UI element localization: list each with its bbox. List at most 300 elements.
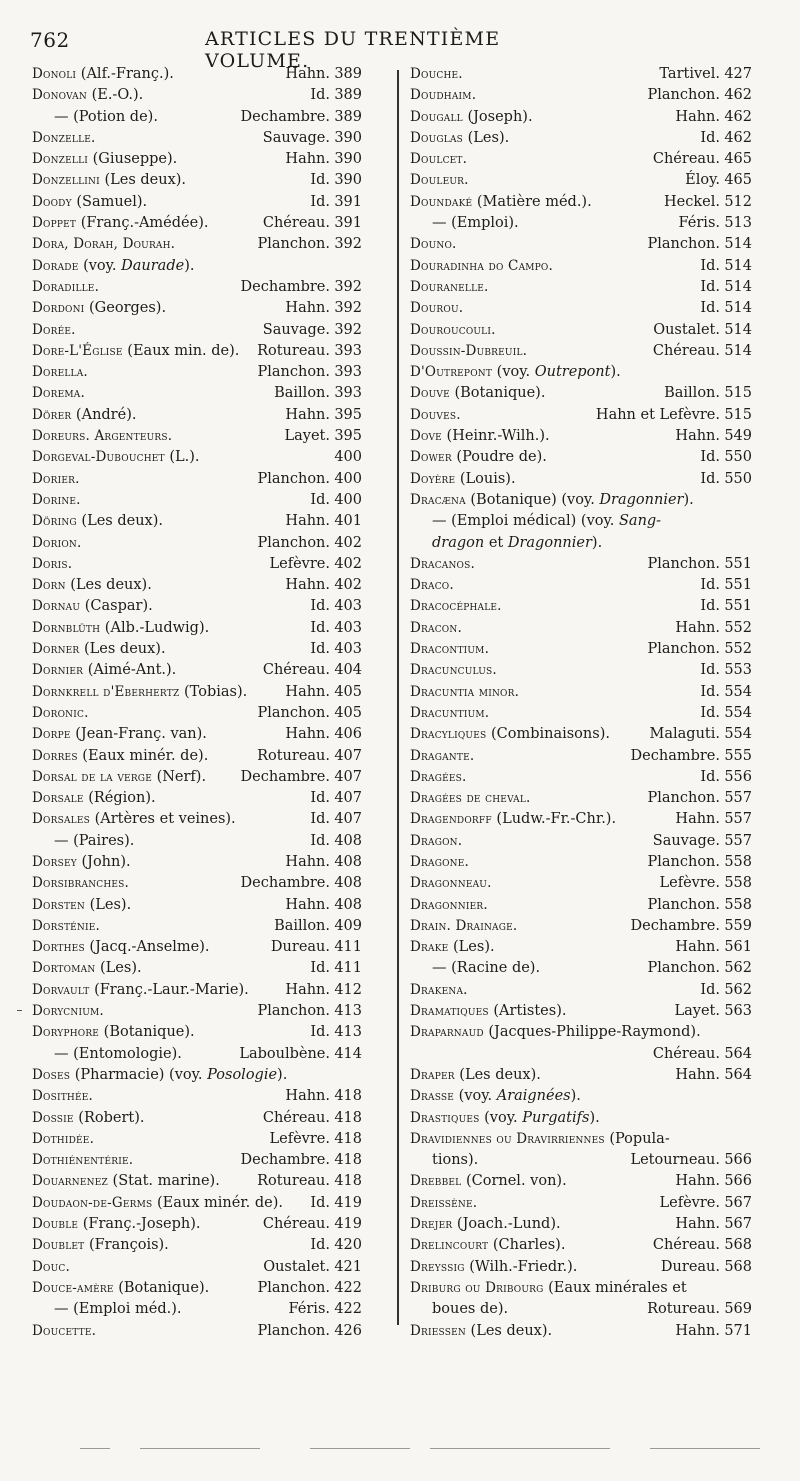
entry-page: 555 — [724, 747, 752, 764]
entry-author: Dechambre. — [240, 875, 330, 892]
index-entry — [32, 958, 362, 979]
index-entry — [410, 639, 752, 660]
index-entry — [32, 383, 362, 404]
entry-page: 514 — [724, 278, 752, 295]
entry-page: 402 — [334, 555, 362, 572]
index-entry — [410, 320, 752, 341]
entry-headword: Dorgeval-Dubouchet — [32, 449, 165, 466]
entry-text: (Botanique) (voy. — [465, 491, 600, 508]
index-entry — [32, 1044, 362, 1065]
entry-text: (Alf.-Franç.). — [76, 66, 174, 82]
entry-headword: Doyère — [410, 470, 456, 487]
index-entry — [32, 1193, 362, 1214]
entry-author: Id. — [700, 257, 720, 274]
index-entry — [32, 1235, 362, 1256]
entry-text: (Les). — [85, 896, 132, 913]
entry-headword: Double — [32, 1216, 79, 1233]
index-entry — [32, 980, 362, 1001]
entry-page: 393 — [334, 342, 362, 359]
entry-page: 407 — [334, 811, 362, 828]
entry-headword: Drake — [410, 939, 449, 956]
entry-page: 402 — [334, 534, 362, 551]
entry-author: Planchon. — [257, 236, 330, 253]
entry-headword: Doryphore — [32, 1024, 100, 1041]
entry-headword: Douradinha do Campo. — [410, 257, 554, 274]
entry-author: Chéreau. — [652, 1237, 720, 1254]
entry-page: 420 — [334, 1237, 362, 1254]
entry-headword: Doulcet. — [410, 151, 468, 168]
entry-page: 408 — [334, 832, 362, 849]
index-entry — [410, 1044, 752, 1065]
entry-page: 406 — [334, 726, 362, 743]
entry-author: Id. — [700, 704, 720, 721]
entry-author: Layet. — [674, 1003, 720, 1020]
entry-text: (Les). — [95, 960, 142, 977]
entry-page: 400 — [334, 491, 362, 508]
index-entry — [410, 1108, 752, 1129]
entry-headword: Douroucouli. — [410, 321, 496, 338]
entry-author: Chéreau. — [652, 1045, 720, 1062]
entry-headword: Dravidiennes ou Dravirriennes — [410, 1130, 605, 1147]
index-entry — [32, 128, 362, 149]
entry-text: (Les). — [463, 129, 510, 146]
entry-headword: Dracunculus. — [410, 662, 497, 679]
entry-headword: Dragées de cheval. — [410, 790, 531, 807]
index-entry — [410, 1150, 752, 1171]
entry-headword: Dortoman — [32, 960, 96, 977]
entry-headword: Douce-amère — [32, 1279, 114, 1296]
index-entry — [32, 554, 362, 575]
entry-headword: Dower — [410, 449, 452, 466]
index-entry — [410, 873, 752, 894]
entry-author: Hahn. — [285, 406, 330, 423]
entry-page: 427 — [724, 66, 752, 82]
entry-text: (Botanique). — [449, 385, 546, 402]
entry-page: 391 — [334, 193, 362, 210]
index-entry — [410, 149, 752, 170]
entry-text: ). — [591, 534, 603, 551]
entry-author: Lefèvre. — [659, 1194, 720, 1211]
entry-page: 408 — [334, 875, 362, 892]
entry-page: 418 — [334, 1130, 362, 1147]
index-entry — [410, 1235, 752, 1256]
entry-headword: Dora, Dorah, Dourah. — [32, 236, 176, 253]
entry-page: 568 — [724, 1258, 752, 1275]
entry-headword: Doublet — [32, 1237, 85, 1254]
entry-author: Baillon. — [664, 385, 720, 402]
entry-page: 552 — [724, 619, 752, 636]
entry-headword: Dreyssig — [410, 1258, 465, 1275]
entry-page: 557 — [724, 832, 752, 849]
index-entry — [32, 85, 362, 106]
entry-page: 407 — [334, 747, 362, 764]
index-entry — [32, 107, 362, 128]
entry-headword: Dosithée. — [32, 1088, 94, 1105]
index-entry — [410, 85, 752, 106]
entry-text: (voy. — [479, 1109, 523, 1126]
entry-headword: Dorvault — [32, 981, 90, 998]
entry-headword: Dragonnier. — [410, 896, 488, 913]
entry-headword: Douno. — [410, 236, 457, 253]
entry-author: Id. — [700, 598, 720, 615]
entry-page: 462 — [724, 108, 752, 125]
index-entry — [32, 447, 362, 468]
entry-author: Planchon. — [647, 236, 720, 253]
entry-page: 462 — [724, 87, 752, 104]
index-entry — [410, 809, 752, 830]
entry-text: (John). — [76, 853, 131, 870]
page-header — [30, 28, 590, 72]
index-entry — [32, 682, 362, 703]
entry-headword: Dragendorff — [410, 811, 492, 828]
entry-author: Planchon. — [257, 364, 330, 381]
entry-author: Chéreau. — [262, 1109, 330, 1126]
entry-text: (Artistes). — [488, 1003, 567, 1020]
index-entry — [32, 937, 362, 958]
entry-headword: Drastiques — [410, 1109, 480, 1126]
entry-headword: Dracontium. — [410, 641, 490, 658]
entry-page: 567 — [724, 1194, 752, 1211]
entry-author: Id. — [700, 981, 720, 998]
entry-headword: Doses — [32, 1066, 71, 1083]
entry-text: (Les deux). — [65, 577, 152, 594]
entry-headword: Donzelli — [32, 151, 89, 168]
entry-page: 551 — [724, 598, 752, 615]
entry-headword: Douranelle. — [410, 278, 489, 295]
entry-headword: Dörer — [32, 406, 72, 423]
entry-author: Hahn. — [285, 726, 330, 743]
entry-author: Id. — [310, 641, 330, 658]
entry-text: (Les deux). — [79, 641, 166, 658]
entry-page: 557 — [724, 790, 752, 807]
entry-text: (Georges). — [84, 300, 167, 317]
entry-text: (Jean-Franç. van). — [70, 726, 207, 743]
entry-text: (Aimé-Ant.). — [83, 662, 177, 679]
index-entry — [32, 1278, 362, 1299]
index-entry — [410, 1001, 752, 1022]
entry-page: 561 — [724, 939, 752, 956]
index-entry — [410, 256, 752, 277]
entry-page: 418 — [334, 1088, 362, 1105]
entry-headword: Driessen — [410, 1322, 466, 1339]
index-entry — [32, 1321, 362, 1342]
entry-page: 568 — [724, 1237, 752, 1254]
entry-text: — (Entomologie). — [54, 1045, 182, 1062]
entry-author: Planchon. — [257, 470, 330, 487]
entry-author: Planchon. — [257, 1322, 330, 1339]
entry-author: Hahn. — [675, 619, 720, 636]
entry-headword: Drakena. — [410, 981, 468, 998]
entry-headword: Dracuntia minor. — [410, 683, 520, 700]
index-entry — [32, 639, 362, 660]
index-entry — [32, 1022, 362, 1043]
entry-page: 402 — [334, 577, 362, 594]
index-entry — [410, 958, 752, 979]
entry-author: Planchon. — [647, 790, 720, 807]
entry-headword: Doudhaim. — [410, 87, 477, 104]
entry-page: 389 — [334, 87, 362, 104]
index-entry — [32, 1171, 362, 1192]
entry-page: 465 — [724, 172, 752, 189]
entry-author: Hahn. — [675, 108, 720, 125]
entry-reference: Dragonnier — [507, 534, 592, 551]
index-entry — [32, 149, 362, 170]
entry-headword: Dorsale — [32, 790, 84, 807]
index-entry — [410, 575, 752, 596]
index-entry — [32, 873, 362, 894]
entry-author: Lefèvre. — [269, 1130, 330, 1147]
entry-text: (Jacques-Philippe-Raymond). — [483, 1024, 701, 1041]
entry-author: Id. — [310, 619, 330, 636]
entry-text: (Nerf). — [151, 768, 207, 785]
entry-page: 571 — [724, 1322, 752, 1339]
entry-author: Hahn. — [675, 811, 720, 828]
entry-author: Id. — [700, 470, 720, 487]
entry-page: 558 — [724, 875, 752, 892]
entry-headword: Dorsibranches. — [32, 875, 130, 892]
entry-text: ). — [589, 1109, 600, 1126]
entry-page: 401 — [334, 513, 362, 530]
entry-author: Hahn. — [675, 1173, 720, 1190]
index-entry — [32, 1129, 362, 1150]
entry-text: (Charles). — [488, 1237, 566, 1254]
entry-headword: Driburg ou Dribourg — [410, 1279, 544, 1296]
index-entry — [32, 916, 362, 937]
entry-headword: Döring — [32, 513, 77, 530]
entry-author: Hahn. — [675, 1322, 720, 1339]
entry-headword: Dorier. — [32, 470, 80, 487]
entry-author: Planchon. — [257, 534, 330, 551]
entry-page: 564 — [724, 1045, 752, 1062]
entry-page: 408 — [334, 896, 362, 913]
entry-author: Hahn. — [285, 300, 330, 317]
entry-page: 562 — [724, 981, 752, 998]
entry-headword: Dorade — [32, 257, 79, 274]
entry-headword: Doussin-Dubreuil. — [410, 342, 528, 359]
entry-headword: Dracuntium. — [410, 704, 490, 721]
entry-headword: Dorsey — [32, 853, 77, 870]
bottom-rule — [310, 1448, 410, 1449]
entry-text: (Poudre de). — [451, 449, 547, 466]
entry-headword: Dorpe — [32, 726, 71, 743]
entry-text: (voy. — [492, 364, 535, 381]
entry-text: (Heinr.-Wilh.). — [441, 428, 550, 445]
entry-page: 392 — [334, 321, 362, 338]
entry-author: Chéreau. — [652, 342, 720, 359]
entry-page: 395 — [334, 428, 362, 445]
entry-page: 554 — [724, 704, 752, 721]
entry-author: Id. — [310, 491, 330, 508]
entry-headword: Dracocéphale. — [410, 598, 502, 615]
index-entry — [32, 767, 362, 788]
entry-reference: Araignées — [496, 1088, 571, 1105]
entry-headword: Dornier — [32, 662, 84, 679]
entry-headword: Doucette. — [32, 1322, 97, 1339]
entry-text: (Pharmacie) (voy. — [70, 1066, 208, 1083]
entry-page: 405 — [334, 683, 362, 700]
entry-text: (Ludw.-Fr.-Chr.). — [491, 811, 617, 828]
entry-page: 512 — [724, 193, 752, 210]
entry-author: Id. — [310, 960, 330, 977]
index-entry — [410, 533, 752, 554]
entry-page: 418 — [334, 1152, 362, 1169]
entry-page: 405 — [334, 704, 362, 721]
index-entry — [410, 362, 752, 383]
entry-headword: Douc. — [32, 1258, 70, 1275]
entry-author: Layet. — [284, 428, 330, 445]
entry-headword: Dossie — [32, 1109, 74, 1126]
entry-author: Planchon. — [257, 704, 330, 721]
index-entry — [32, 596, 362, 617]
entry-headword: Dordoni — [32, 300, 85, 317]
entry-headword: Dramatiques — [410, 1003, 489, 1020]
entry-headword: Draparnaud — [410, 1024, 484, 1041]
entry-author: Id. — [310, 598, 330, 615]
entry-text: (Eaux minér. de). — [152, 1194, 284, 1211]
entry-text: — (Potion de). — [54, 108, 158, 125]
index-entry — [32, 1108, 362, 1129]
entry-text: (Jacq.-Anselme). — [84, 939, 210, 956]
entry-text: (Les). — [448, 939, 495, 956]
entry-author: Heckel. — [664, 193, 720, 210]
index-entry — [32, 788, 362, 809]
index-entry — [410, 1022, 752, 1043]
entry-text: — (Racine de). — [432, 960, 541, 977]
entry-page: 412 — [334, 981, 362, 998]
entry-headword: Drasse — [410, 1088, 455, 1105]
entry-author: Éloy. — [685, 172, 720, 189]
entry-author: Sauvage. — [262, 129, 330, 146]
entry-page: 413 — [334, 1024, 362, 1041]
index-entry — [410, 554, 752, 575]
entry-text: (Eaux minér. de). — [77, 747, 209, 764]
entry-headword: Dorsténie. — [32, 917, 101, 934]
index-entry — [410, 234, 752, 255]
entry-text: ). — [184, 257, 195, 274]
entry-page: 419 — [334, 1216, 362, 1233]
entry-headword: Dreissène. — [410, 1194, 478, 1211]
entry-text: — (Emploi). — [432, 215, 519, 232]
entry-headword: Dove — [410, 428, 442, 445]
entry-headword: Dorée. — [32, 321, 76, 338]
entry-text: ). — [610, 364, 621, 381]
index-entry — [32, 490, 362, 511]
entry-page: 413 — [334, 1003, 362, 1020]
entry-author: Id. — [310, 1024, 330, 1041]
entry-headword: Draco. — [410, 577, 454, 594]
entry-page: 390 — [334, 172, 362, 189]
entry-author: Id. — [310, 1237, 330, 1254]
index-entry — [410, 426, 752, 447]
entry-text: (Eaux min. de). — [122, 342, 240, 359]
entry-page: 513 — [724, 215, 752, 232]
entry-page: 556 — [724, 768, 752, 785]
entry-page: 403 — [334, 598, 362, 615]
entry-author: Chéreau. — [262, 215, 330, 232]
entry-text: (Popula- — [604, 1130, 670, 1147]
entry-author: Hahn. — [675, 1216, 720, 1233]
entry-headword: Dorine. — [32, 491, 81, 508]
index-entry — [32, 170, 362, 191]
entry-text: (Robert). — [73, 1109, 145, 1126]
entry-author: Rotureau. — [257, 342, 330, 359]
index-entry — [32, 660, 362, 681]
entry-page: 554 — [724, 683, 752, 700]
index-entry — [32, 1001, 362, 1022]
entry-page: 400 — [334, 449, 362, 466]
entry-page: 390 — [334, 129, 362, 146]
entry-author: Lefèvre. — [659, 875, 720, 892]
entry-page: 558 — [724, 896, 752, 913]
index-entry — [32, 277, 362, 298]
entry-page: 392 — [334, 236, 362, 253]
index-entry — [32, 213, 362, 234]
index-entry — [410, 1214, 752, 1235]
entry-page: 392 — [334, 278, 362, 295]
index-entry — [410, 895, 752, 916]
entry-author: Planchon. — [647, 853, 720, 870]
entry-author: Hahn. — [675, 428, 720, 445]
entry-page: 514 — [724, 321, 752, 338]
entry-author: Id. — [700, 278, 720, 295]
entry-author: Id. — [310, 811, 330, 828]
entry-headword: Douleur. — [410, 172, 469, 189]
entry-headword: Drelincourt — [410, 1237, 489, 1254]
entry-text: et — [484, 534, 508, 551]
entry-page: 557 — [724, 811, 752, 828]
entry-text: (Les deux). — [465, 1322, 553, 1339]
index-entry — [32, 511, 362, 532]
index-entry — [32, 703, 362, 724]
entry-page: 549 — [724, 428, 752, 445]
entry-headword: Dorsales — [32, 811, 90, 828]
entry-headword: Donzelle. — [32, 129, 96, 146]
entry-headword: Doronic. — [32, 704, 89, 721]
index-entry — [410, 192, 752, 213]
index-entry — [32, 234, 362, 255]
entry-headword: Dorn — [32, 577, 66, 594]
entry-author: Baillon. — [274, 917, 330, 934]
index-entry — [410, 788, 752, 809]
entry-author: Hahn. — [285, 683, 330, 700]
index-entry — [410, 1129, 752, 1150]
entry-author: Id. — [700, 449, 720, 466]
entry-author: Hahn. — [285, 577, 330, 594]
index-entry — [410, 1171, 752, 1192]
entry-headword: Dorner — [32, 641, 80, 658]
entry-text: (André). — [71, 406, 137, 423]
entry-author: Planchon. — [647, 87, 720, 104]
index-entry — [32, 533, 362, 554]
entry-headword: Douglas — [410, 129, 464, 146]
index-entry — [32, 426, 362, 447]
entry-headword: Dragone. — [410, 853, 470, 870]
entry-page: 411 — [334, 939, 362, 956]
entry-page: 389 — [334, 66, 362, 82]
entry-text: (Joseph). — [462, 108, 533, 125]
index-entry — [410, 405, 752, 426]
entry-headword: Draper — [410, 1066, 455, 1083]
entry-page: 515 — [724, 406, 752, 423]
index-entry — [410, 341, 752, 362]
entry-author: Rotureau. — [647, 1301, 720, 1318]
entry-page: 566 — [724, 1152, 752, 1169]
entry-headword: Dracyliques — [410, 726, 487, 743]
entry-page: 422 — [334, 1301, 362, 1318]
entry-headword: Dracon. — [410, 619, 462, 636]
entry-author: Id. — [700, 129, 720, 146]
entry-author: Id. — [700, 662, 720, 679]
